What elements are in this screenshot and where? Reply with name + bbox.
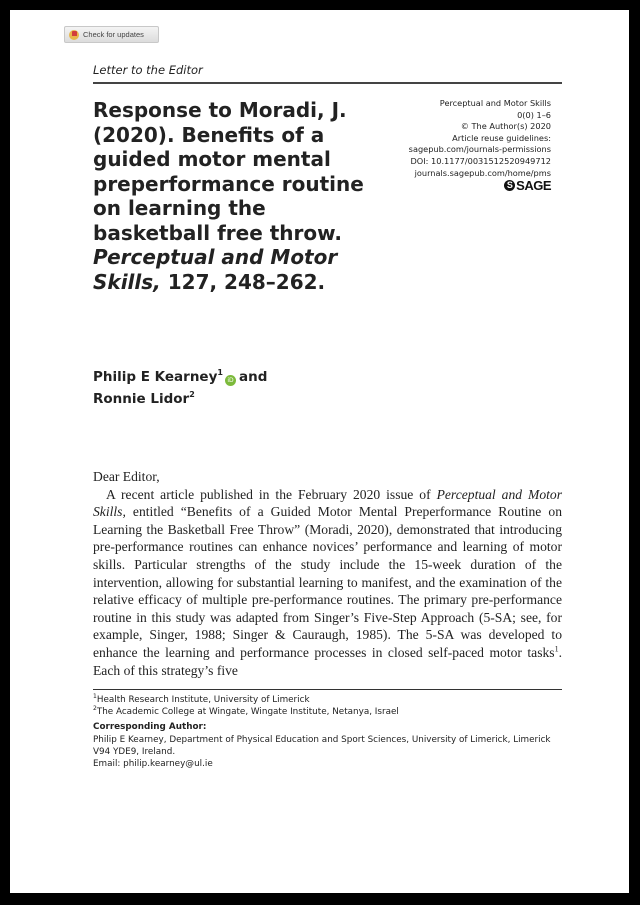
corresponding-email[interactable]: Email: philip.kearney@ul.ie (93, 759, 213, 770)
volume-pages: 0(0) 1–6 (517, 109, 551, 120)
footnote-divider (93, 689, 562, 690)
affiliation-1 (93, 694, 568, 706)
body-text-run: A recent article published in the February 2020 issue of (106, 486, 437, 502)
corresponding-address: Philip E Kearney, Department of Physical Education and Sport Sciences, University of Limerick, Limerick V94 YDE9, Ireland. (93, 734, 551, 757)
footnotes (93, 694, 568, 770)
body-text-run: . Each of this strategy’s five (93, 644, 562, 678)
affiliation-number: 1 (93, 693, 97, 701)
title-main: Response to Moradi, J. (2020). Benefits of a guided motor mental preperformance routine on learning the basketball free throw. (93, 98, 364, 245)
journal-name: Perceptual and Motor Skills (439, 98, 551, 108)
article-title (93, 98, 383, 294)
check-for-updates-button[interactable] (64, 26, 159, 43)
orcid-icon[interactable]: iD (225, 375, 236, 386)
journal-reference: Perceptual and Motor Skills, (93, 486, 562, 520)
check-for-updates-label: Check for updates (83, 30, 144, 39)
header-divider (93, 82, 562, 84)
authors-joiner: and (238, 369, 268, 385)
sage-logo (409, 180, 551, 192)
journal-home-link[interactable]: journals.sagepub.com/home/pms (414, 167, 551, 178)
salutation: Dear Editor, (93, 469, 160, 484)
author-affiliation-mark: 1 (217, 368, 223, 377)
author-line-1 (93, 364, 267, 386)
footnote-marker: 1 (554, 644, 559, 654)
sage-s-icon: S (504, 180, 515, 191)
copyright: © The Author(s) 2020 (460, 121, 551, 132)
publisher-name: SAGE (516, 178, 551, 194)
body-text-run: entitled “Benefits of a Guided Motor Mental Preperformance Routine on Learning the Basketball Free Throw” (Moradi, 2020), demonstrated that introducing pre-performance routines can enhance novices’ performance and learning of motor skills. Particular strengths of the study include the 15-week duration of the intervention, allowing for substantial learning to manifest, and the examination of the relative efficacy of multiple pre-performance routines. The primary pre-performance routine in this study was adapted from Singer’s Five-Step Approach (5-SA; see, for example, Singer, 1988; Singer & Cauraugh, 1985). The 5-SA was developed to enhance the learning and performance processes in closed self-paced motor tasks (93, 504, 562, 660)
body-paragraph (93, 486, 562, 680)
article-type-label: Letter to the Editor (93, 63, 203, 77)
author-name: Philip E Kearney (93, 369, 218, 385)
author-line-2 (93, 386, 267, 408)
journal-meta (409, 98, 551, 192)
affiliation-number: 2 (93, 705, 97, 713)
reuse-label: Article reuse guidelines: (452, 132, 551, 143)
crossmark-icon (69, 30, 79, 40)
affiliation-text: Health Research Institute, University of Limerick (96, 695, 310, 705)
affiliation-2 (93, 706, 568, 718)
reuse-link[interactable]: sagepub.com/journals-permissions (408, 144, 551, 155)
author-name: Ronnie Lidor (93, 391, 190, 407)
author-affiliation-mark: 2 (189, 390, 195, 399)
document-page (10, 10, 629, 893)
author-list (93, 364, 267, 408)
corresponding-author-label: Corresponding Author: (93, 722, 207, 733)
title-citation: 127, 248–262. (167, 269, 326, 294)
doi[interactable]: DOI: 10.1177/0031512520949712 (410, 155, 551, 166)
title-journal: Perceptual and Motor Skills, (93, 245, 338, 294)
affiliation-text: The Academic College at Wingate, Wingate Institute, Netanya, Israel (96, 707, 399, 718)
letter-body (93, 468, 562, 679)
